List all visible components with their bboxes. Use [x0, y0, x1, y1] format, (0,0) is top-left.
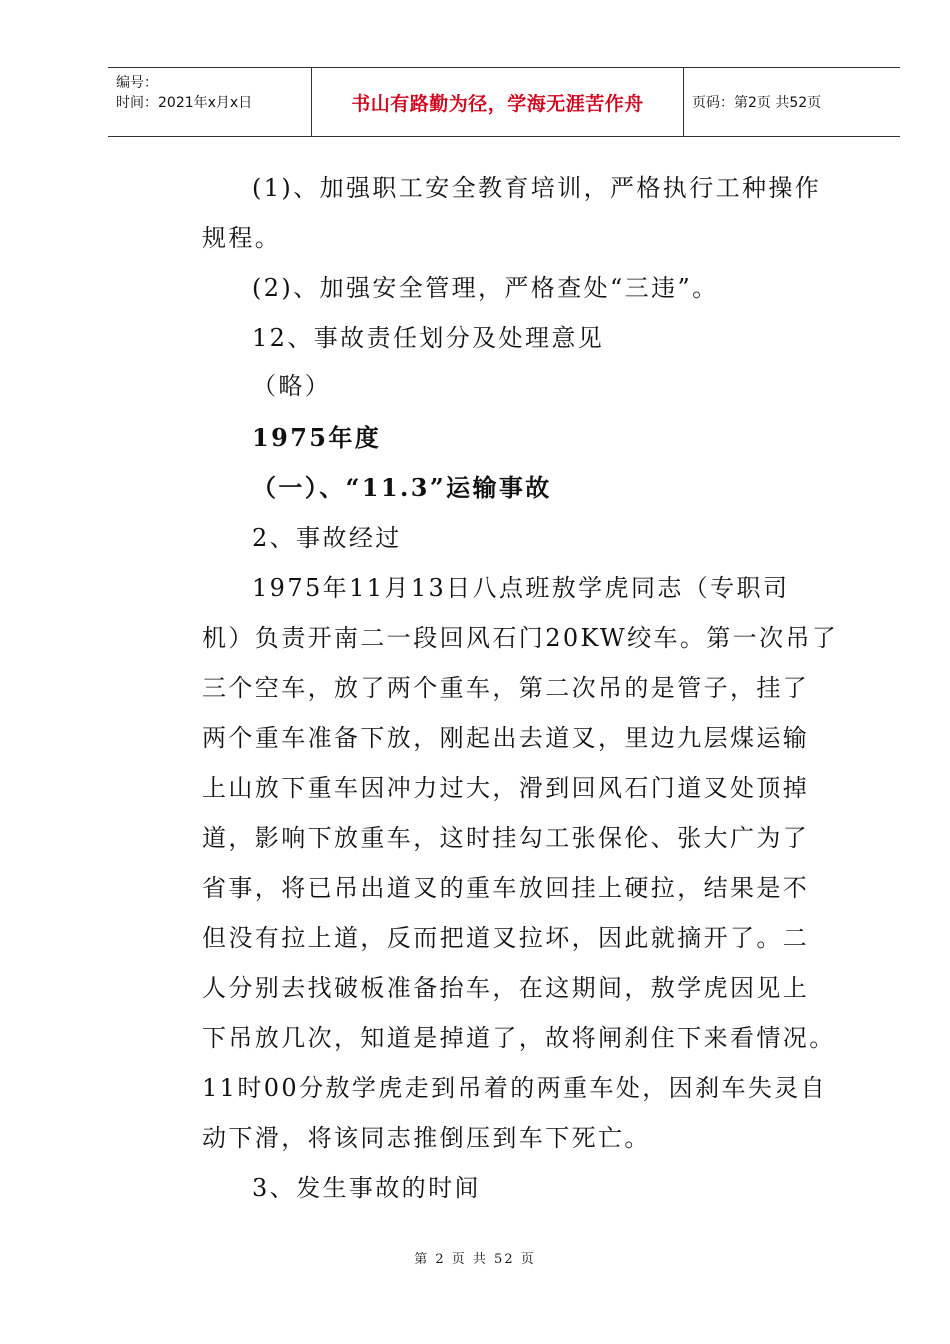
paragraph-line-1: 1975年11月13日八点班敖学虎同志（专职司: [252, 574, 790, 602]
year-heading: 1975年度: [252, 423, 382, 452]
paragraph-line-10: 下吊放几次，知道是掉道了，故将闸刹住下来看情况。: [202, 1024, 836, 1052]
incident-title: （一）、“11.3”运输事故: [252, 473, 552, 502]
paragraph-line-3: 三个空车，放了两个重车，第二次吊的是管子，挂了: [202, 674, 810, 702]
paragraph-line-5: 上山放下重车因冲力过大，滑到回风石门道叉处顶掉: [202, 774, 810, 802]
paragraph-line-6: 道，影响下放重车，这时挂勾工张保伦、张大广为了: [202, 824, 810, 852]
paragraph-line-12: 动下滑，将该同志推倒压到车下死亡。: [202, 1124, 651, 1152]
section-heading-3: 3、发生事故的时间: [252, 1174, 481, 1202]
header-page-info-cell: [684, 68, 900, 136]
header-motto: 书山有路勤为径，学海无涯苦作舟: [351, 92, 644, 115]
document-number-label: 编号：: [116, 75, 158, 91]
paragraph-line-11: 11时00分敖学虎走到吊着的两重车处，因刹车失灵自: [202, 1074, 828, 1102]
section-heading-2: 2、事故经过: [252, 524, 402, 552]
header-page-info: 页码：第2页 共52页: [692, 95, 822, 111]
header-meta: [108, 68, 311, 136]
paragraph-line-7: 省事，将已吊出道叉的重车放回挂上硬拉，结果是不: [202, 874, 810, 902]
measure-item-1-continued: 规程。: [202, 224, 282, 252]
paragraph-line-4: 两个重车准备下放，刚起出去道叉，里边九层煤运输: [202, 724, 810, 752]
measure-item-2: (2)、加强安全管理，严格查处“三违”。: [252, 274, 719, 302]
document-date: 时间：2021年x月x日: [116, 95, 253, 111]
header-motto-cell: [311, 68, 684, 136]
page-header: [108, 67, 900, 137]
paragraph-line-9: 人分别去找破板准备抬车，在这期间，敖学虎因见上: [202, 974, 810, 1002]
page-footer: 第 2 页 共 52 页: [414, 1252, 536, 1267]
paragraph-line-2: 机）负责开南二一段回风石门20KW绞车。第一次吊了: [202, 624, 839, 652]
paragraph-line-8: 但没有拉上道，反而把道叉拉坏，因此就摘开了。二: [202, 924, 810, 952]
omitted-note: （略）: [252, 372, 332, 400]
section-heading-12: 12、事故责任划分及处理意见: [252, 324, 605, 352]
measure-item-1: (1)、加强职工安全教育培训，严格执行工种操作: [252, 174, 822, 202]
